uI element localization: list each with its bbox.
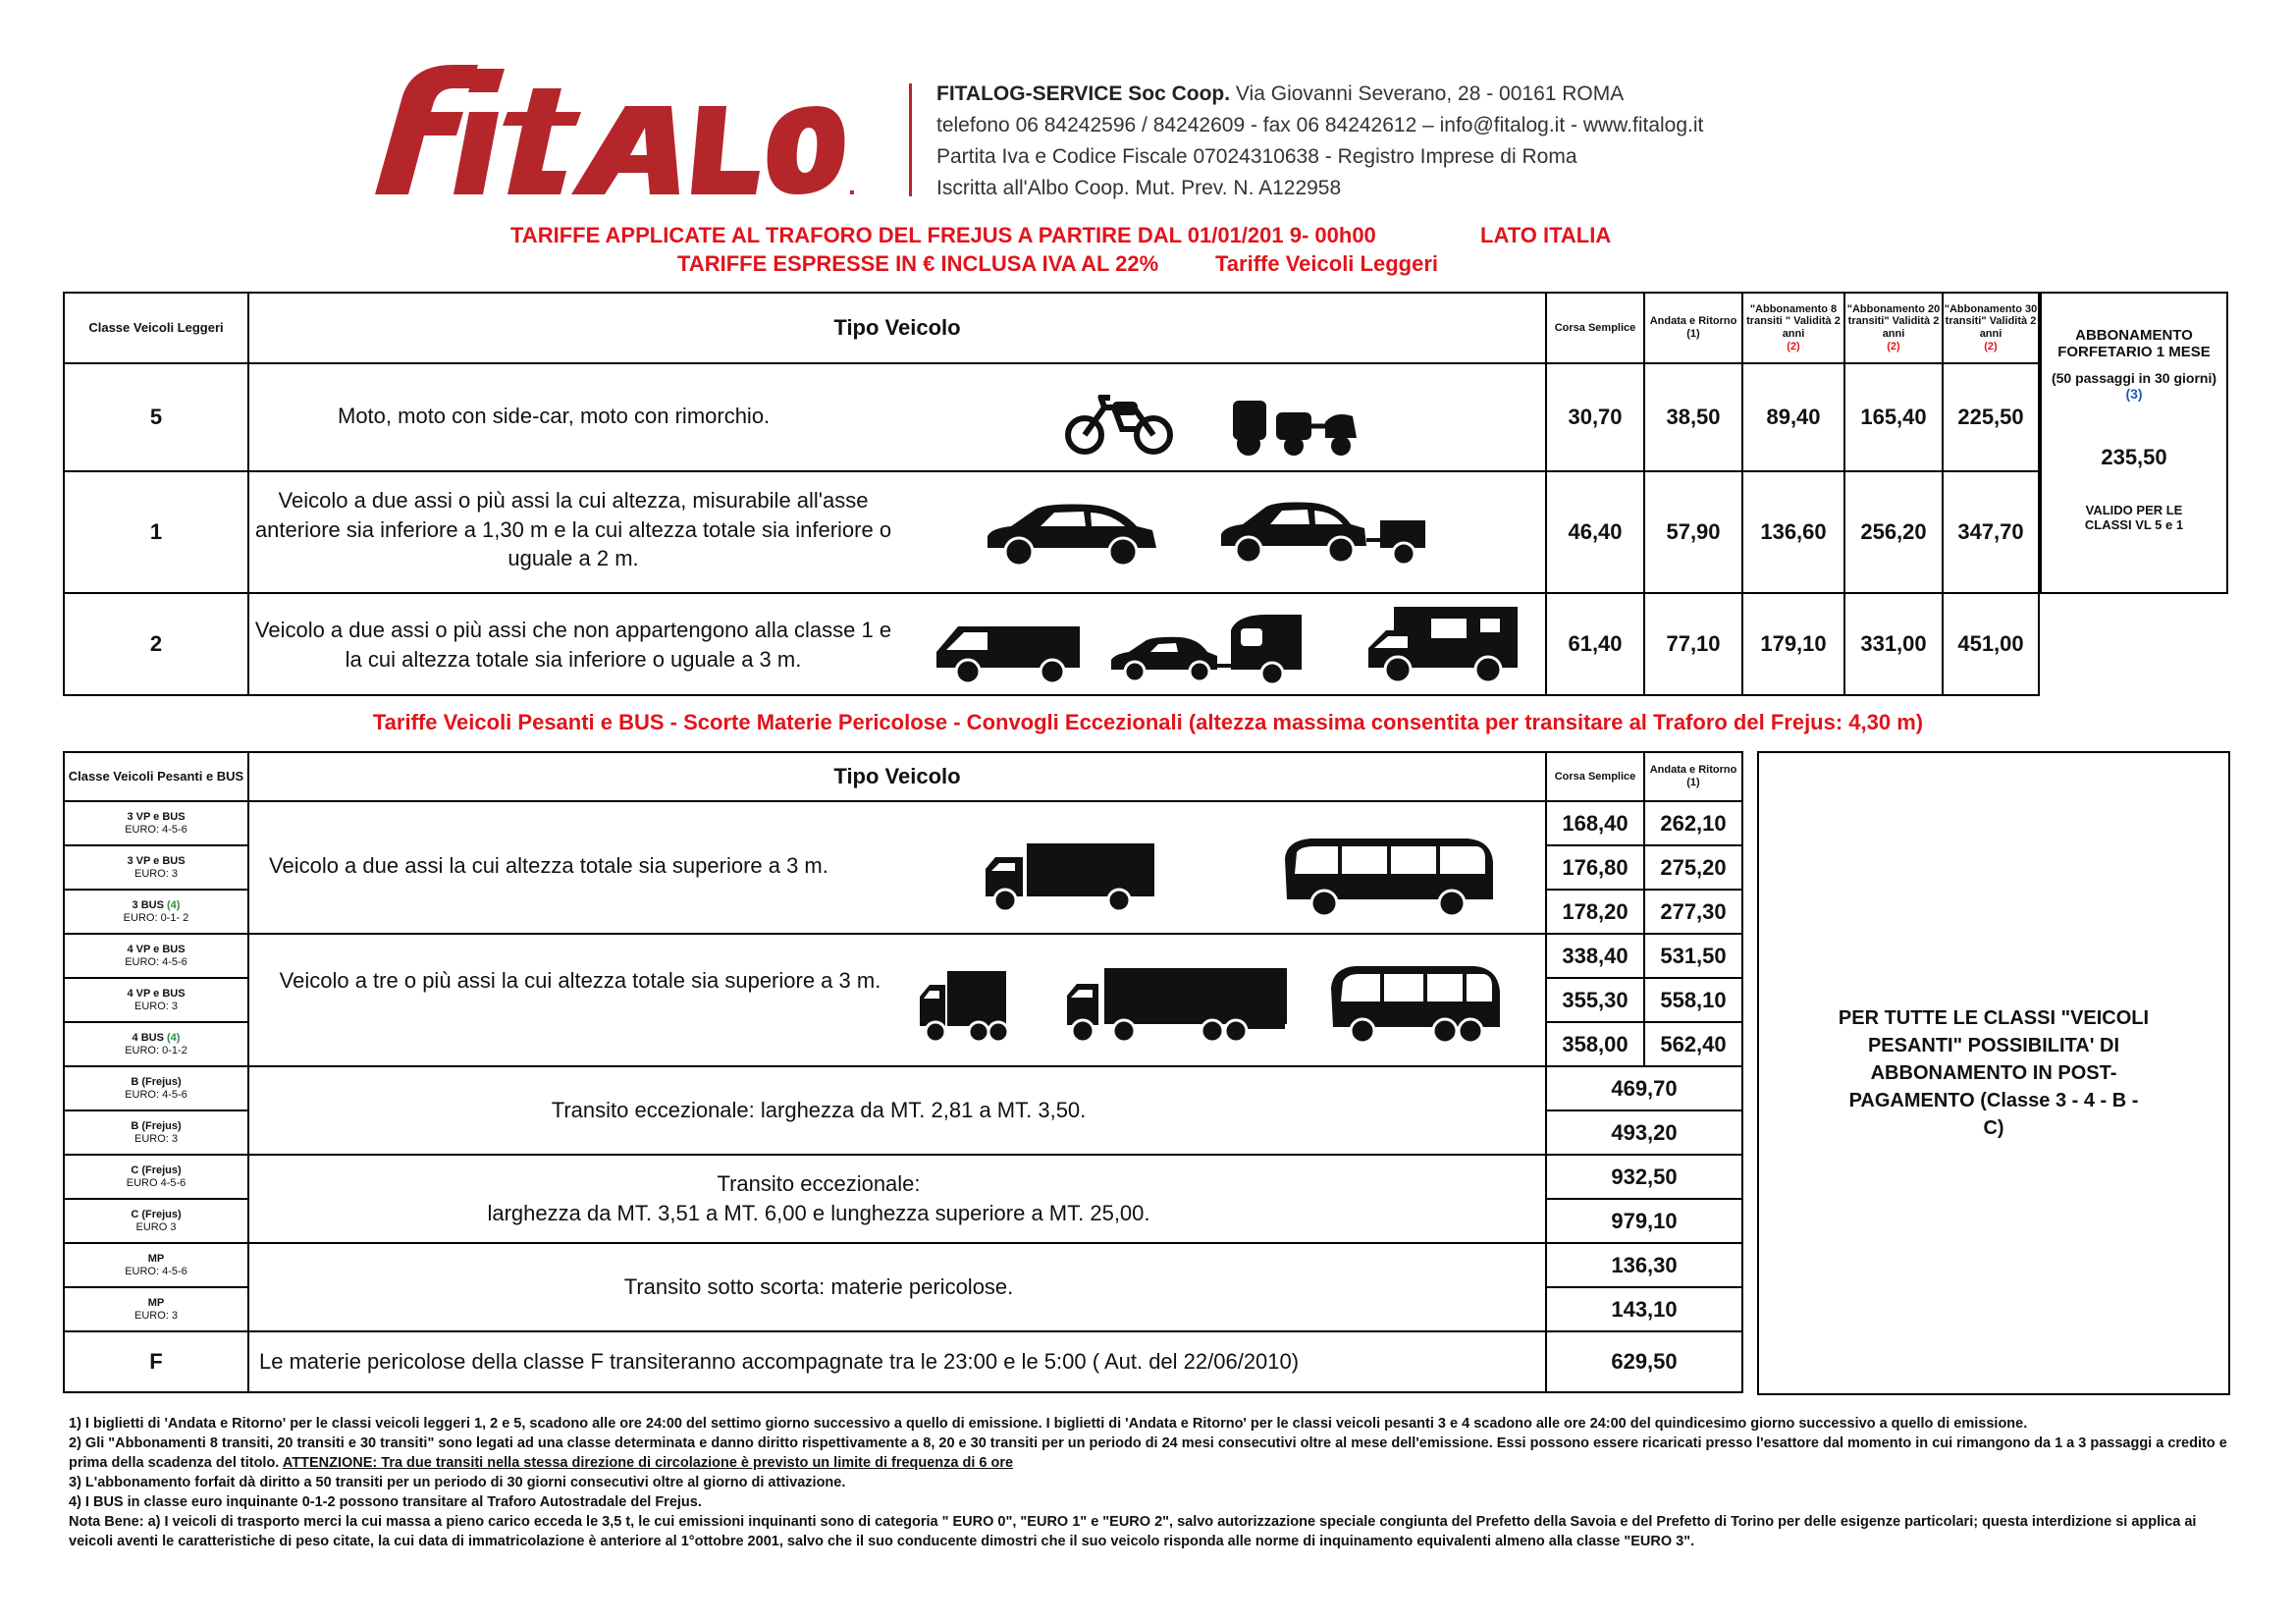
heavy-price-f: 629,50: [1547, 1332, 1743, 1393]
heavy-price: 932,50: [1547, 1156, 1743, 1200]
heavy-single: 358,00: [1547, 1023, 1645, 1067]
heavy-class-label: 4 BUS (4): [132, 1031, 181, 1044]
heavy-desc-4: Veicolo a tre o più assi la cui altezza totale sia superiore a 3 m.: [279, 968, 881, 993]
heavy-row-class: [63, 979, 249, 1023]
heavy-single: 176,80: [1547, 846, 1645, 891]
heavy-euro-label: EURO: 4-5-6: [125, 1265, 187, 1277]
heavy-class-label: B (Frejus): [131, 1075, 182, 1088]
post-payment-box: [1757, 751, 2230, 1395]
light-row-return: 77,10: [1645, 594, 1743, 696]
light-row-sub20: 256,20: [1845, 472, 1944, 594]
heavy-return: 558,10: [1645, 979, 1743, 1023]
heavy-class-label: 4 VP e BUS: [127, 943, 186, 955]
light-row-single: 30,70: [1547, 364, 1645, 472]
heavy-price: 143,10: [1547, 1288, 1743, 1332]
header-sub8: [1743, 292, 1845, 364]
company-name: FITALOG-SERVICE Soc Coop.: [936, 82, 1231, 105]
heavy-header-class: Classe Veicoli Pesanti e BUS: [63, 751, 249, 802]
heavy-euro-label: EURO: 3: [133, 1000, 178, 1012]
header-return: [1645, 292, 1743, 364]
heavy-row-class: [63, 1288, 249, 1332]
heavy-vehicles-table: [63, 751, 1757, 1401]
heavy-header-return: [1645, 751, 1743, 802]
heavy-class-label: 3 BUS (4): [132, 898, 181, 911]
forfait-detail: [2042, 370, 2226, 402]
forfait-price: 235,50: [2101, 445, 2167, 469]
forfait-detail-text: (50 passaggi in 30 giorni): [2051, 370, 2217, 386]
heavy-single: 168,40: [1547, 802, 1645, 846]
note-4: 4) I BUS in classe euro inquinante 0-1-2 possono transitare al Traforo Autostradale del Frejus.: [69, 1494, 702, 1510]
heavy-row-class: [63, 1200, 249, 1244]
heavy-return: 562,40: [1645, 1023, 1743, 1067]
heavy-row-class: [63, 1067, 249, 1111]
heavy-class-label: B (Frejus): [131, 1119, 182, 1132]
forfait-title: ABBONAMENTO FORFETARIO 1 MESE: [2057, 327, 2211, 361]
heavy-desc-f: Le materie pericolose della classe F transiteranno accompagnate tra le 23:00 e le 5:00 ( Aut. del 22/06/2010): [259, 1349, 1300, 1375]
truck-icon: [982, 839, 1158, 916]
heavy-return: 275,20: [1645, 846, 1743, 891]
heavy-row-class: [63, 1156, 249, 1200]
forfait-valid: VALIDO PER LE CLASSI VL 5 e 1: [2084, 503, 2184, 532]
heavy-class-label: 4 VP e BUS: [127, 987, 186, 1000]
motorcycle-icon: [1065, 388, 1175, 457]
heavy-euro-label: EURO: 3: [133, 867, 178, 880]
light-row-single: 61,40: [1547, 594, 1645, 696]
note-2: [69, 1434, 2228, 1473]
heavy-type-classMP: [249, 1244, 1547, 1332]
heavy-euro-label: EURO: 4-5-6: [125, 1088, 187, 1101]
note-3: 3) L'abbonamento forfait dà diritto a 50 transiti per un periodo di 30 giorni consecutivi oltre al giorno di attivazione.: [69, 1475, 846, 1490]
header-single: Corsa Semplice: [1547, 292, 1645, 364]
heavy-euro-label: EURO: 4-5-6: [125, 955, 187, 968]
light-row-sub30: 347,70: [1944, 472, 2040, 594]
header-sub8-note: (2): [1787, 340, 1800, 352]
light-row-class: 2: [63, 594, 249, 696]
company-line-1: [936, 82, 1624, 106]
header-type: Tipo Veicolo: [249, 292, 1547, 364]
forfait-note: (3): [2125, 386, 2143, 403]
header-sub20-note: (2): [1887, 340, 1900, 352]
post-payment-text: PER TUTTE LE CLASSI "VEICOLI PESANTI" POSSIBILITA' DI ABBONAMENTO IN POST-PAGAMENTO (Classe 3 - 4 - B - C): [1838, 1007, 2150, 1139]
heavy-euro-label: EURO: 3: [133, 1132, 178, 1145]
heavy-desc-b: Transito eccezionale: larghezza da MT. 2,81 a MT. 3,50.: [551, 1098, 1087, 1123]
camper-icon: [1364, 601, 1522, 685]
header-sub30: [1944, 292, 2040, 364]
company-address: Via Giovanni Severano, 28 - 00161 ROMA: [1235, 82, 1625, 105]
coach-bus-icon: [1327, 962, 1502, 1049]
header-sub20: [1845, 292, 1944, 364]
title-line-2-overlap: Tariffe Veicoli Leggeri: [1215, 251, 1438, 276]
motorcycle-trailer-icon: [1227, 393, 1360, 460]
company-contacts: telefono 06 84242596 / 84242609 - fax 06 84242612 – info@fitalog.it - www.fitalog.it: [936, 114, 1704, 136]
heavy-class-label: 3 VP e BUS: [127, 854, 186, 867]
svg-text:.: .: [848, 170, 856, 200]
bus-icon: [1281, 835, 1497, 919]
heavy-type-classB: [249, 1067, 1547, 1156]
header-sub30-note: (2): [1984, 340, 1998, 352]
truck-trailer-icon: [1065, 962, 1291, 1047]
heavy-single: 355,30: [1547, 979, 1645, 1023]
footnotes: [69, 1414, 2228, 1551]
light-row-sub30: 225,50: [1944, 364, 2040, 472]
heavy-row-class: [63, 935, 249, 979]
company-albo: Iscritta all'Albo Coop. Mut. Prev. N. A122958: [936, 177, 1342, 199]
heavy-euro-label: EURO 4-5-6: [126, 1176, 187, 1189]
forfait-box: [2040, 292, 2228, 594]
heavy-price: 493,20: [1547, 1111, 1743, 1156]
light-row-single: 46,40: [1547, 472, 1645, 594]
heavy-return: 277,30: [1645, 891, 1743, 935]
heavy-row-class: [63, 1111, 249, 1156]
van-icon: [933, 619, 1085, 685]
light-row-desc: Moto, moto con side-car, moto con rimorchio.: [338, 404, 771, 428]
light-row-sub20: 331,00: [1845, 594, 1944, 696]
heavy-euro-label: EURO: 4-5-6: [125, 823, 187, 836]
heavy-price: 979,10: [1547, 1200, 1743, 1244]
fitalog-logo: [306, 57, 866, 204]
company-vat: Partita Iva e Codice Fiscale 07024310638 - Registro Imprese di Roma: [936, 145, 1577, 168]
note-1: 1) I biglietti di 'Andata e Ritorno' per le classi veicoli leggeri 1, 2 e 5, scadono alle ore 24:00 del settimo giorno successivo a quello di emissione. I biglietti di 'Andata e Ritorno' per le classi veicoli pesanti 3 e 4 scadono alle ore 24:00 del quindicesimo giorno successivo a quello di emissione.: [69, 1416, 2028, 1432]
car-trailer-icon: [1217, 491, 1428, 569]
title-line-1: TARIFFE APPLICATE AL TRAFORO DEL FREJUS A PARTIRE DAL 01/01/201 9- 00h00: [510, 223, 1376, 247]
header-divider: [909, 83, 912, 196]
header-return-label: Andata e Ritorno: [1649, 315, 1737, 328]
heavy-price: 469,70: [1547, 1067, 1743, 1111]
light-row-desc: Veicolo a due assi o più assi la cui altezza, misurabile all'asse anteriore sia inferiore a 1,30 m e la cui altezza totale sia inferiore o uguale a 2 m.: [254, 488, 892, 571]
heavy-class-label: C (Frejus): [131, 1164, 182, 1176]
light-row-sub8: 179,10: [1743, 594, 1845, 696]
light-row-sub20: 165,40: [1845, 364, 1944, 472]
heavy-return: 531,50: [1645, 935, 1743, 979]
heavy-single: 338,40: [1547, 935, 1645, 979]
heavy-desc-c1: Transito eccezionale:: [717, 1171, 921, 1197]
light-row-class: 5: [63, 364, 249, 472]
truck-3-axle-icon: [918, 967, 1008, 1046]
heavy-class-label: 3 VP e BUS: [127, 810, 186, 823]
header-sub8-label: "Abbonamento 8 transiti " Validità 2 anni: [1746, 302, 1841, 340]
heavy-row-class: [63, 891, 249, 935]
header-return-note: (1): [1686, 328, 1700, 340]
heavy-type-classC: [249, 1156, 1547, 1244]
header-sub30-label: "Abbonamento 30 transiti" Validità 2 anni: [1944, 302, 2038, 340]
heavy-single: 178,20: [1547, 891, 1645, 935]
light-row-type-cell: [249, 594, 1547, 696]
light-row-sub30: 451,00: [1944, 594, 2040, 696]
title-line-2: TARIFFE ESPRESSE IN € INCLUSA IVA AL 22%: [677, 251, 1159, 276]
note-2a: 2) Gli "Abbonamenti 8 transiti, 20 transiti e 30 transiti" sono legati ad una classe determinata e danno diritto rispettivamente a 8, 20 e 30 transiti per un periodo di 24 mesi consecutivi oltre al mese dell'emissione. Essi possono essere ricaricati presso l'esattore dal momento in cui rimangono da 1 a 3 passaggi a credito e prima della scadenza del titolo.: [69, 1435, 2227, 1471]
car-icon: [982, 501, 1158, 569]
heavy-row-class: [63, 1023, 249, 1067]
heavy-class-label: MP: [147, 1252, 165, 1265]
heavy-desc-3: Veicolo a due assi la cui altezza totale sia superiore a 3 m.: [269, 853, 828, 878]
heavy-header-return-note: (1): [1686, 777, 1700, 788]
note-nb: Nota Bene: a) I veicoli di trasporto merci la cui massa a pieno carico ecceda le 3,5 t, le cui emissioni inquinanti sono di categoria " EURO 0", "EURO 1" e "EURO 2", salvo autorizzazione speciale congiunta del Prefetto della Savoia e del Prefetto di Torino per delle esigenze particolari; questa interdizione si applica ai veicoli aventi le caratteristiche di peso citate, la cui data di immatricolazione è anteriore al 1°ottobre 2001, salvo che il suo conducente dimostri che il suo veicolo risponda alle norme di inquinamento equivalenti almeno alla classe "EURO 3".: [69, 1514, 2197, 1549]
heavy-title: Tariffe Veicoli Pesanti e BUS - Scorte Materie Pericolose - Convogli Eccezionali (altezza massima consentita per transitare al Traforo del Frejus: 4,30 m): [372, 710, 1924, 734]
light-row-desc: Veicolo a due assi o più assi che non appartengono alla classe 1 e la cui altezza totale sia inferiore o uguale a 3 m.: [254, 618, 892, 672]
light-row-return: 57,90: [1645, 472, 1743, 594]
header-sub20-label: "Abbonamento 20 transiti" Validità 2 anni: [1846, 302, 1941, 340]
heavy-class-label: MP: [147, 1296, 165, 1309]
light-row-sub8: 89,40: [1743, 364, 1845, 472]
heavy-row-class: [63, 802, 249, 846]
note-2b: ATTENZIONE: Tra due transiti nella stessa direzione di circolazione è previsto un limite di frequenza di 6 ore: [282, 1455, 1014, 1471]
heavy-header-type: Tipo Veicolo: [249, 751, 1547, 802]
heavy-return: 262,10: [1645, 802, 1743, 846]
heavy-row-class: [63, 846, 249, 891]
heavy-row-class: [63, 1244, 249, 1288]
heavy-desc-c2: larghezza da MT. 3,51 a MT. 6,00 e lunghezza superiore a MT. 25,00.: [487, 1201, 1150, 1225]
heavy-euro-label: EURO 3: [135, 1220, 177, 1233]
light-row-return: 38,50: [1645, 364, 1743, 472]
heavy-price: 136,30: [1547, 1244, 1743, 1288]
heavy-class-label: C (Frejus): [131, 1208, 182, 1220]
heavy-type-classF: [249, 1332, 1547, 1393]
heavy-euro-label: EURO: 0-1-2: [125, 1044, 187, 1056]
heavy-euro-label: EURO: 0-1- 2: [123, 911, 189, 924]
light-row-class: 1: [63, 472, 249, 594]
heavy-row-class-f: F: [63, 1332, 249, 1393]
heavy-header-return-label: Andata e Ritorno: [1649, 764, 1737, 777]
car-caravan-icon: [1109, 611, 1306, 685]
title-line-1-overlap: LATO ITALIA: [1480, 223, 1612, 247]
heavy-euro-label: EURO: 3: [133, 1309, 178, 1322]
heavy-header-single: Corsa Semplice: [1547, 751, 1645, 802]
light-row-sub8: 136,60: [1743, 472, 1845, 594]
header-class: Classe Veicoli Leggeri: [63, 292, 249, 364]
heavy-desc-mp: Transito sotto scorta: materie pericolose.: [623, 1274, 1014, 1300]
